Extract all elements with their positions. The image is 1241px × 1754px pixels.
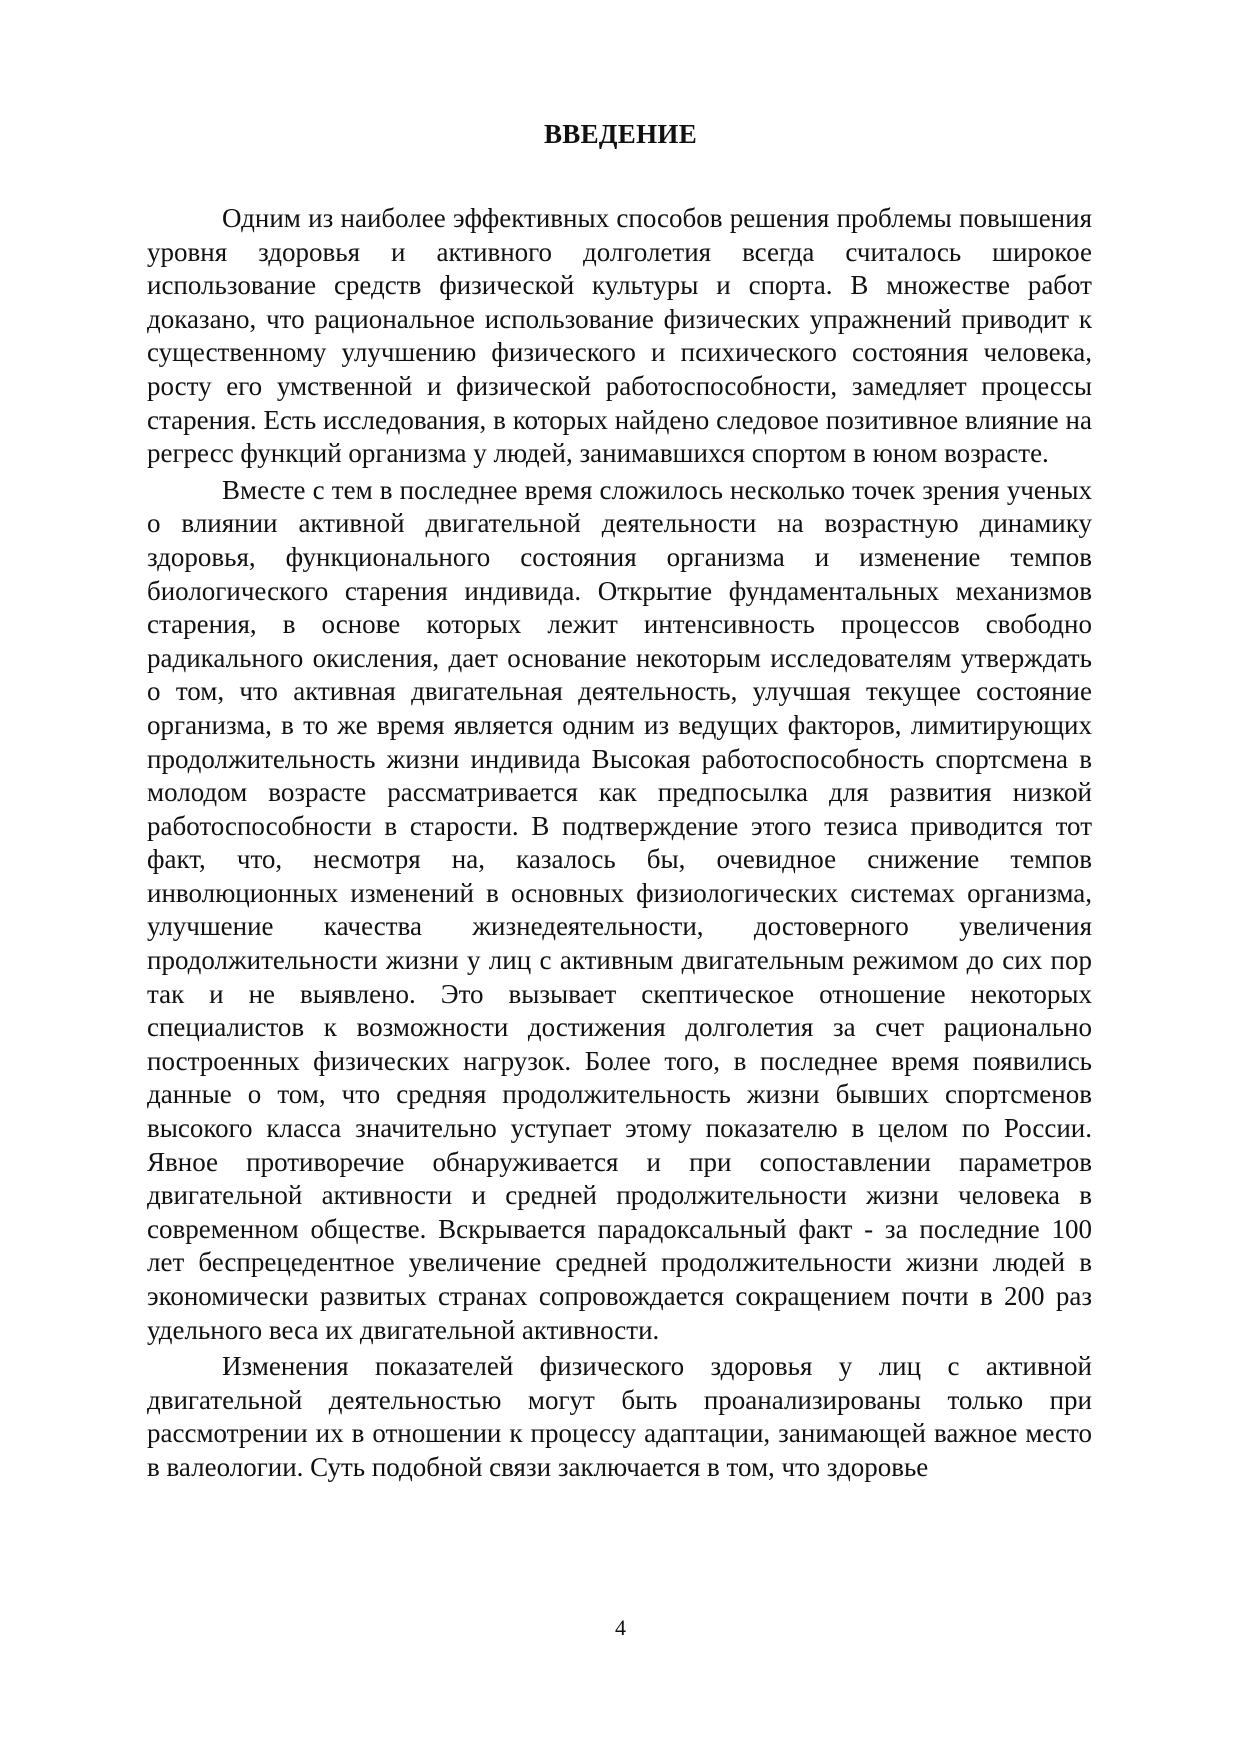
paragraph-1: Одним из наиболее эффективных способов решения проблемы повышения уровня здоровья и активного долголетия всегда считалось широкое использование средств физической культуры и спорта. В множестве работ доказано, что рациональное использование физических упражнений приводит к существенному улучшению физического и психического состояния человека, росту его умственной и физической работоспособности, замедляет процессы старения. Есть исследования, в которых найдено следовое позитивное влияние на регресс функций организма у людей, занимавшихся спортом в юном возрасте. <box>147 203 1092 469</box>
paragraph-2: Вместе с тем в последнее время сложилось несколько точек зрения ученых о влиянии активной двигательной деятельности на возрастную динамику здоровья, функционального состояния организма и изменение темпов биологического старения индивида. Открытие фундаментальных механизмов старения, в основе которых лежит интенсивность процессов свободно радикального окисления, дает основание некоторым исследователям утверждать о том, что активная двигательная деятельность, улучшая текущее состояние организма, в то же время является одним из ведущих факторов, лимитирующих продолжительность жизни индивида Высокая работоспособность спортсмена в молодом возрасте рассматривается как предпосылка для развития низкой работоспособности в старости. В подтверждение этого тезиса приводится тот факт, что, несмотря на, казалось бы, очевидное снижение темпов инволюционных изменений в основных физиологических системах организма, улучшение качества жизнедеятельности, достоверного увеличения продолжительности жизни у лиц с активным двигательным режимом до сих пор так и не выявлено. Это вызывает скептическое отношение некоторых специалистов к возможности достижения долголетия за счет рационально построенных физических нагрузок. Более того, в последнее время появились данные о том, что средняя продолжительность жизни бывших спортсменов высокого класса значительно уступает этому показателю в целом по России. Явное противоречие обнаруживается и при сопоставлении параметров двигательной активности и средней продолжительности жизни человека в современном обществе. Вскрывается парадоксальный факт - за последние 100 лет беспрецедентное увеличение средней продолжительности жизни людей в экономически развитых странах сопровождается сокращением почти в 200 раз удельного веса их двигательной активности. <box>147 474 1092 1345</box>
section-title: ВВЕДЕНИЕ <box>543 119 698 149</box>
page-number: 4 <box>615 1615 626 1640</box>
body-text <box>147 202 1092 1488</box>
paragraph-3: Изменения показателей физического здоровья у лиц с активной двигательной деятельностью могут быть проанализированы только при рассмотрении их в отношении к процессу адаптации, занимающей важное место в валеологии. Суть подобной связи заключается в том, что здоровье <box>147 1351 1092 1482</box>
